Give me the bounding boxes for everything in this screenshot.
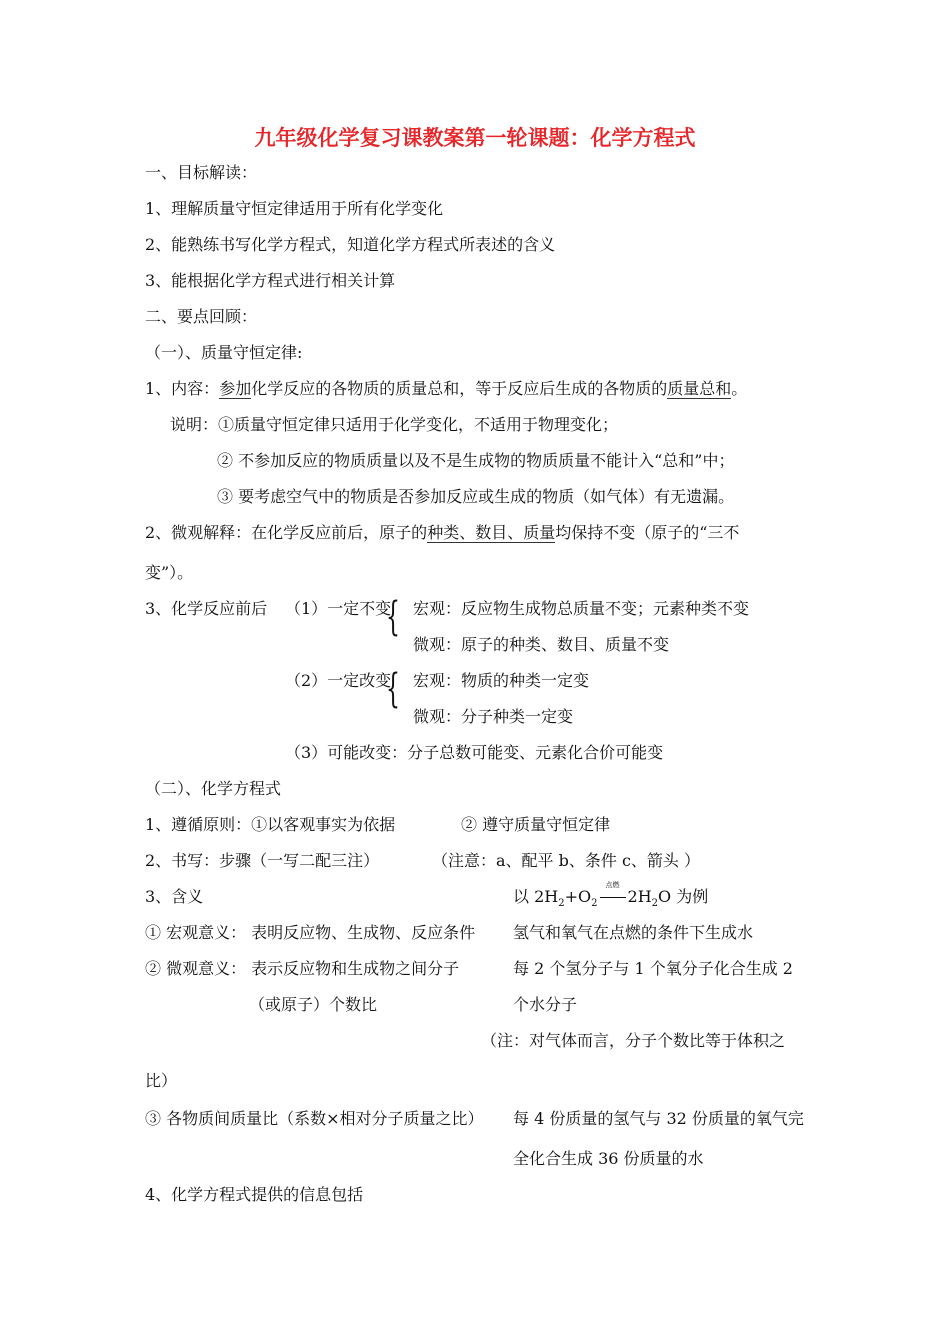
text: 。 xyxy=(731,379,748,398)
text: 1、内容： xyxy=(145,379,220,398)
objective-item: 2、能熟练书写化学方程式，知道化学方程式所表述的含义 xyxy=(145,235,556,254)
write-a: 2、书写：步骤（一写二配三注） xyxy=(145,851,380,870)
reaction-condition: 点燃 xyxy=(605,881,620,889)
macro-meaning: ① 宏观意义： 表明反应物、生成物、反应条件 xyxy=(145,923,476,942)
note-line: ② 不参加反应的物质质量以及不是生成物的物质质量不能计入“总和”中； xyxy=(217,451,735,470)
macro-line: 宏观：物质的种类一定变 xyxy=(413,671,590,690)
rule-b: ② 遵守质量守恒定律 xyxy=(461,815,611,834)
brace-icon: { xyxy=(386,594,400,640)
reaction-arrow xyxy=(598,881,628,907)
gas-note: （注：对气体而言，分子个数比等于体积之 xyxy=(481,1031,786,1050)
text: +O xyxy=(564,887,592,906)
text: 2、微观解释：在化学反应前后，原子的 xyxy=(145,523,428,542)
text: O 为例 xyxy=(658,887,709,906)
underlined-text: 质量总和 xyxy=(667,379,732,398)
subscript: 2 xyxy=(651,898,659,910)
objective-item: 3、能根据化学方程式进行相关计算 xyxy=(145,271,396,290)
underlined-text: 参加 xyxy=(219,379,252,398)
example-equation xyxy=(513,881,709,910)
mass-ratio-example: 每 4 份质量的氢气与 32 份质量的氧气完 xyxy=(513,1109,804,1128)
micro-explanation xyxy=(145,523,739,543)
underlined-text: 种类、数目、质量 xyxy=(427,523,556,542)
unchanged-label: （1）一定不变 xyxy=(285,599,392,618)
law-content xyxy=(145,379,747,399)
note-line: ③ 要考虑空气中的物质是否参加反应或生成的物质（如气体）有无遗漏。 xyxy=(217,487,735,506)
objective-item: 1、理解质量守恒定律适用于所有化学变化 xyxy=(145,199,444,218)
micro-example: 每 2 个氢分子与 1 个氧分子化合生成 2 xyxy=(513,959,793,978)
info-heading: 4、化学方程式提供的信息包括 xyxy=(145,1185,364,1204)
text: 均保持不变（原子的“三不 xyxy=(555,523,740,542)
subsection-heading: （二）、化学方程式 xyxy=(145,779,282,798)
macro-line: 宏观：反应物生成物总质量不变；元素种类不变 xyxy=(413,599,750,618)
rule-a: 1、遵循原则：①以客观事实为依据 xyxy=(145,815,396,834)
write-b: （注意：a、配平 b、条件 c、箭头 ） xyxy=(432,851,701,870)
changed-label: （2）一定改变 xyxy=(285,671,392,690)
page-title: 九年级化学复习课教案第一轮课题：化学方程式 xyxy=(254,126,696,150)
gas-note-cont: 比） xyxy=(145,1071,178,1090)
text: 化学反应的各物质的质量总和，等于反应后生成的各物质的 xyxy=(251,379,668,398)
micro-explanation-cont: 变”）。 xyxy=(145,563,194,582)
micro-line: 微观：原子的种类、数目、质量不变 xyxy=(413,635,670,654)
micro-meaning-cont: （或原子）个数比 xyxy=(249,995,378,1014)
note-line: 说明：①质量守恒定律只适用于化学变化，不适用于物理变化； xyxy=(170,415,619,434)
brace-icon: { xyxy=(386,666,400,712)
subscript: 2 xyxy=(591,898,598,910)
section-heading: 一、目标解读： xyxy=(145,163,258,182)
subsection-heading: （一）、质量守恒定律: xyxy=(145,343,303,362)
maybe-changed-line: （3）可能改变：分子总数可能变、元素化合价可能变 xyxy=(285,743,664,762)
micro-example-cont: 个水分子 xyxy=(513,995,578,1014)
arrow-bar xyxy=(600,897,626,898)
text: 以 2H xyxy=(513,887,559,906)
section-heading: 二、要点回顾： xyxy=(145,307,258,326)
micro-line: 微观：分子种类一定变 xyxy=(413,707,574,726)
reaction-heading: 3、化学反应前后 xyxy=(145,599,268,618)
text: 2H xyxy=(627,887,652,906)
macro-example: 氢气和氧气在点燃的条件下生成水 xyxy=(513,923,754,942)
subscript: 2 xyxy=(558,898,565,910)
mass-ratio-meaning: ③ 各物质间质量比（系数×相对分子质量之比） xyxy=(145,1109,484,1128)
mass-ratio-example-cont: 全化合生成 36 份质量的水 xyxy=(513,1149,704,1168)
meaning-heading: 3、含义 xyxy=(145,887,204,906)
micro-meaning: ② 微观意义： 表示反应物和生成物之间分子 xyxy=(145,959,460,978)
